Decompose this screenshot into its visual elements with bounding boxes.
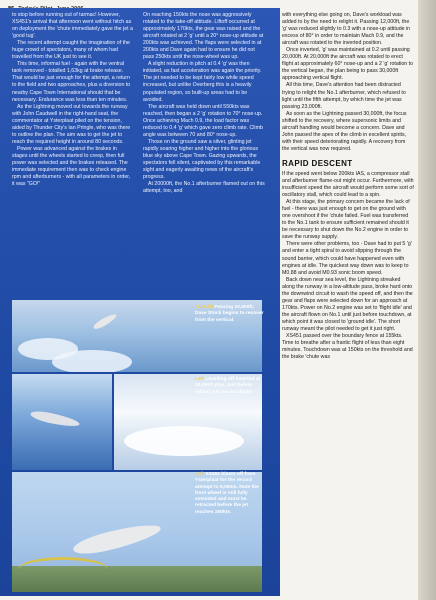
paragraph: As soon as the Lightning passed 30,000ft, the focus shifted to the recovery, where supersonic limits and aircraft handling would become a concern. Dave and John passed the apex of the climb in excellent spirits, with their speed deteriorating rapidly. A recovery from the vertical was now required. [282, 110, 407, 152]
caption-text: Passing 20,000ft, Dave Stock begins to recover from the vertical. [195, 305, 264, 323]
paragraph: At 20000ft, the No.1 afterburner flamed out on this attempt, too, and [143, 181, 265, 195]
paragraph: XS451 passed over the boundary fence at 155kts. Time to breathe after a frantic flight of less than eight minutes. Touchdown was at 150kts on the threshold and the brake 'chute was [282, 333, 413, 361]
canopy-frame [30, 409, 81, 429]
photo-caption-3 [195, 472, 267, 516]
caption-tag: Left [195, 472, 204, 477]
paragraph: Once inverted, 'g' was maintained at 0.2 until passing 20,000ft. At 20,000ft the aircraft was rotated to erect flight at approximately 60° nose-up and a 2 'g' rotation to the vertical began, the plan being to pass 30,000ft approaching vertical flight. [282, 47, 414, 82]
paragraph: On reaching 150kts the nose was aggressively rotated to the take-off attitude. Liftoff occurred at approximately 170kts, the gear was raised and the aircraft rotated at 2 'g' until a 20° nose-up attitude at 200kts was achieved. The flaps were selected in at 200kts and Dave again had to ensure he did not pass 250kts until the nose-wheel was up. [143, 12, 264, 61]
section-subhead: RAPID DESCENT [282, 158, 353, 168]
photo-caption-1 [195, 305, 267, 324]
paragraph: with everything else going on, Dave's workload was added to by the need to relight it. Passing 12,000ft, the 'g' was reduced slightly to 0.3 with a nose-up attitude in excess of 80° in order to maintain Mach 0.9, and the aircraft was rotated to the inverted position. [282, 12, 411, 47]
paragraph: This time, informal fuel - again with the ventral tank removed - totalled 1,63kg at brake release. That would be just enough for the attempt, a return to the field and two approaches, plus a diversion to nearby Cape Town International should that be necessary. Endurance was less than ten minutes. [12, 61, 131, 103]
paragraph: Back down near sea level, the Lightning streaked along the runway in a low-altitude pass, broke hard onto the downwind circuit to wash the speed off, and then the gear and flaps were selected down for an approach at 170kts. Power on No.2 engine was set to 'flight idle' and the aircraft flown on No.1 until just before touchdown, at which point it was closed to 'ground idle'. The short runway meant the pilot needed to get it just right. [282, 276, 413, 332]
cloud-shape [52, 350, 132, 372]
paragraph: The recent attempt caught the imagination of the huge crowd of spectators, many of whom had travelled from the UK just to see it. [12, 40, 130, 61]
caption-text: Levelling off inverted at 20,000ft plus, just before rolling into normal flight. [195, 377, 261, 395]
photo-inverted-cockpit [12, 374, 112, 470]
article-column-2 [143, 12, 267, 195]
paragraph: There were other problems, too - Dave had to put 5 'g' and enter a tight spiral to avoid slipping through the sound barrier, which could have happened even with engines at idle. The quickest way down was to keep to M0.88 and avoid M0.93 sonic boom speed. [282, 241, 412, 276]
caption-tag: Far Left [195, 305, 213, 310]
paragraph: Power was advanced against the brakes in stages until the wheels started to creep, then full power was selected and the brakes released. The immediate requirement then was to check engine rpm and afterburners - with all parameters in order, it was "GO!" [12, 145, 131, 188]
jet-silhouette [92, 312, 118, 331]
paragraph: All this time, Dave's attention had been distracted trying to relight the No.1 afterburner, which refused to light until the fifth attempt, by which time the jet was passing 23,000ft. [282, 82, 406, 110]
caption-text: XS451 blasts off from Ysterplaat for the record attempt to 8,000m. Note the front wheel is still fully extended and must be retracted before the jet reaches 250kts. [195, 472, 259, 515]
cloud-shape [124, 426, 244, 456]
paragraph: As the Lightning moved out towards the runway with John Caudwell in the right-hand seat, the commentator at Ysterplaat piled on the tension, aided by Thunder City's Ian Pringle, who was there to outline the plan. The aim was to get the jet to reach the required height in around 80 seconds. [12, 103, 131, 145]
paragraph: to stop before running out of tarmac! However, XS451's arrival that afternoon went without hitch as on deployment the 'chute immediately gave the jet a 'good tug'. [12, 12, 133, 40]
paragraph: Those on the ground saw a silver, glinting jet rapidly soaring higher and higher into the glorious blue sky above Cape Town. Gazing upwards, the spectators fell silent, captivated by this remarkable sight and eagerly awaiting news of the aircraft's progress. [143, 138, 261, 181]
paragraph: At this stage, the primary concern became the lack of fuel - there was just enough to get on the ground with one overshoot if the 'chute failed. Fuel was transferred to the No.1 tank to ensure sufficient remained should it be necessary to shut down the No.2 engine in order to save the runway supply. [282, 199, 410, 241]
article-column-1 [12, 12, 133, 188]
lightning-jet [71, 519, 163, 558]
paragraph: If the speed went below 200kts IAS, a compressor stall and afterburner flame-out might occur. Furthermore, with insufficient speed the aircraft would perform some sort of oscillatory stall, which could lead to a spin. [282, 170, 414, 199]
page-gutter [418, 0, 436, 600]
paragraph: A slight reduction in pitch at 0.4 'g' was then initiated, as fast acceleration was again the priority. The jet needed to be kept fairly low while speed increased, but unlike Overberg this is a heavily populated region, so built-up areas had to be avoided. [143, 61, 262, 103]
photo-caption-2 [195, 377, 267, 396]
background-structure [18, 557, 108, 582]
paragraph: The aircraft was held down until 550kts was reached, then began a 2 'g' rotation to 70° nose-up. Once achieving Mach 0.9, the load factor was reduced to 0.4 'g' which gave zero climb rate. Climb angle was between 70 and 80° nose-up. [143, 103, 263, 138]
article-column-3 [282, 12, 414, 361]
caption-tag: Left [195, 377, 204, 382]
